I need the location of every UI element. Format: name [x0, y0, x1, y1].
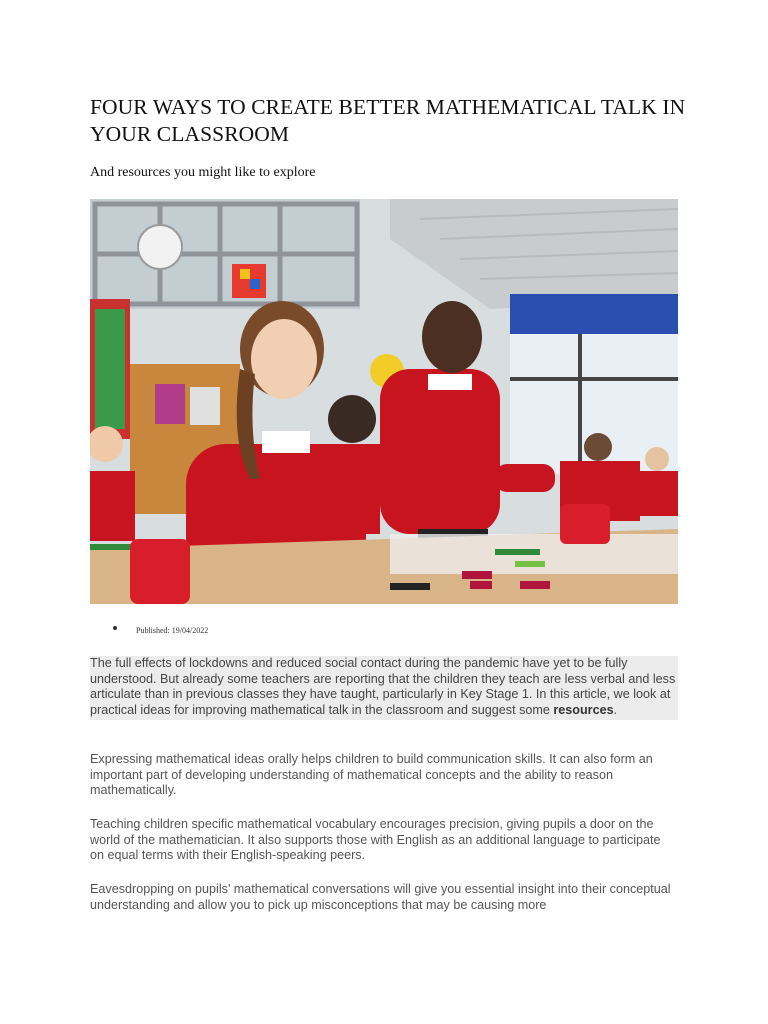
article-title: FOUR WAYS TO CREATE BETTER MATHEMATICAL TALK IN YOUR CLASSROOM: [90, 95, 686, 146]
paragraph-2: Expressing mathematical ideas orally helps children to build communication skills. It can also form an important part of developing understanding of mathematical concepts and the ability to reason mathematically.: [90, 752, 653, 798]
intro-text: The full effects of lockdowns and reduced social contact during the pandemic have yet to be fully understood. But already some teachers are reporting that the children they teach are less verbal and less articulate than in previous classes they have taught, particularly in Key Stage 1. In this article, we look at practical ideas for improving mathematical talk in the classroom and suggest some: [90, 656, 676, 718]
intro-end: .: [613, 703, 618, 718]
resources-link[interactable]: resources: [553, 703, 614, 718]
bullet-icon: [113, 626, 117, 630]
article-subtitle: And resources you might like to explore: [90, 165, 316, 180]
paragraph-3: Teaching children specific mathematical vocabulary encourages precision, giving pupils a door on the world of the mathematician. It also supports those with English as an additional language to participate on equal terms with their English-speaking peers.: [90, 817, 661, 863]
intro-paragraph: [90, 656, 678, 720]
paragraph-4: Eavesdropping on pupils’ mathematical conversations will give you essential insight into their conceptual understanding and allow you to pick up misconceptions that may be causing more: [90, 882, 671, 912]
published-date: Published: 19/04/2022: [136, 626, 209, 635]
classroom-photo: [90, 199, 678, 604]
